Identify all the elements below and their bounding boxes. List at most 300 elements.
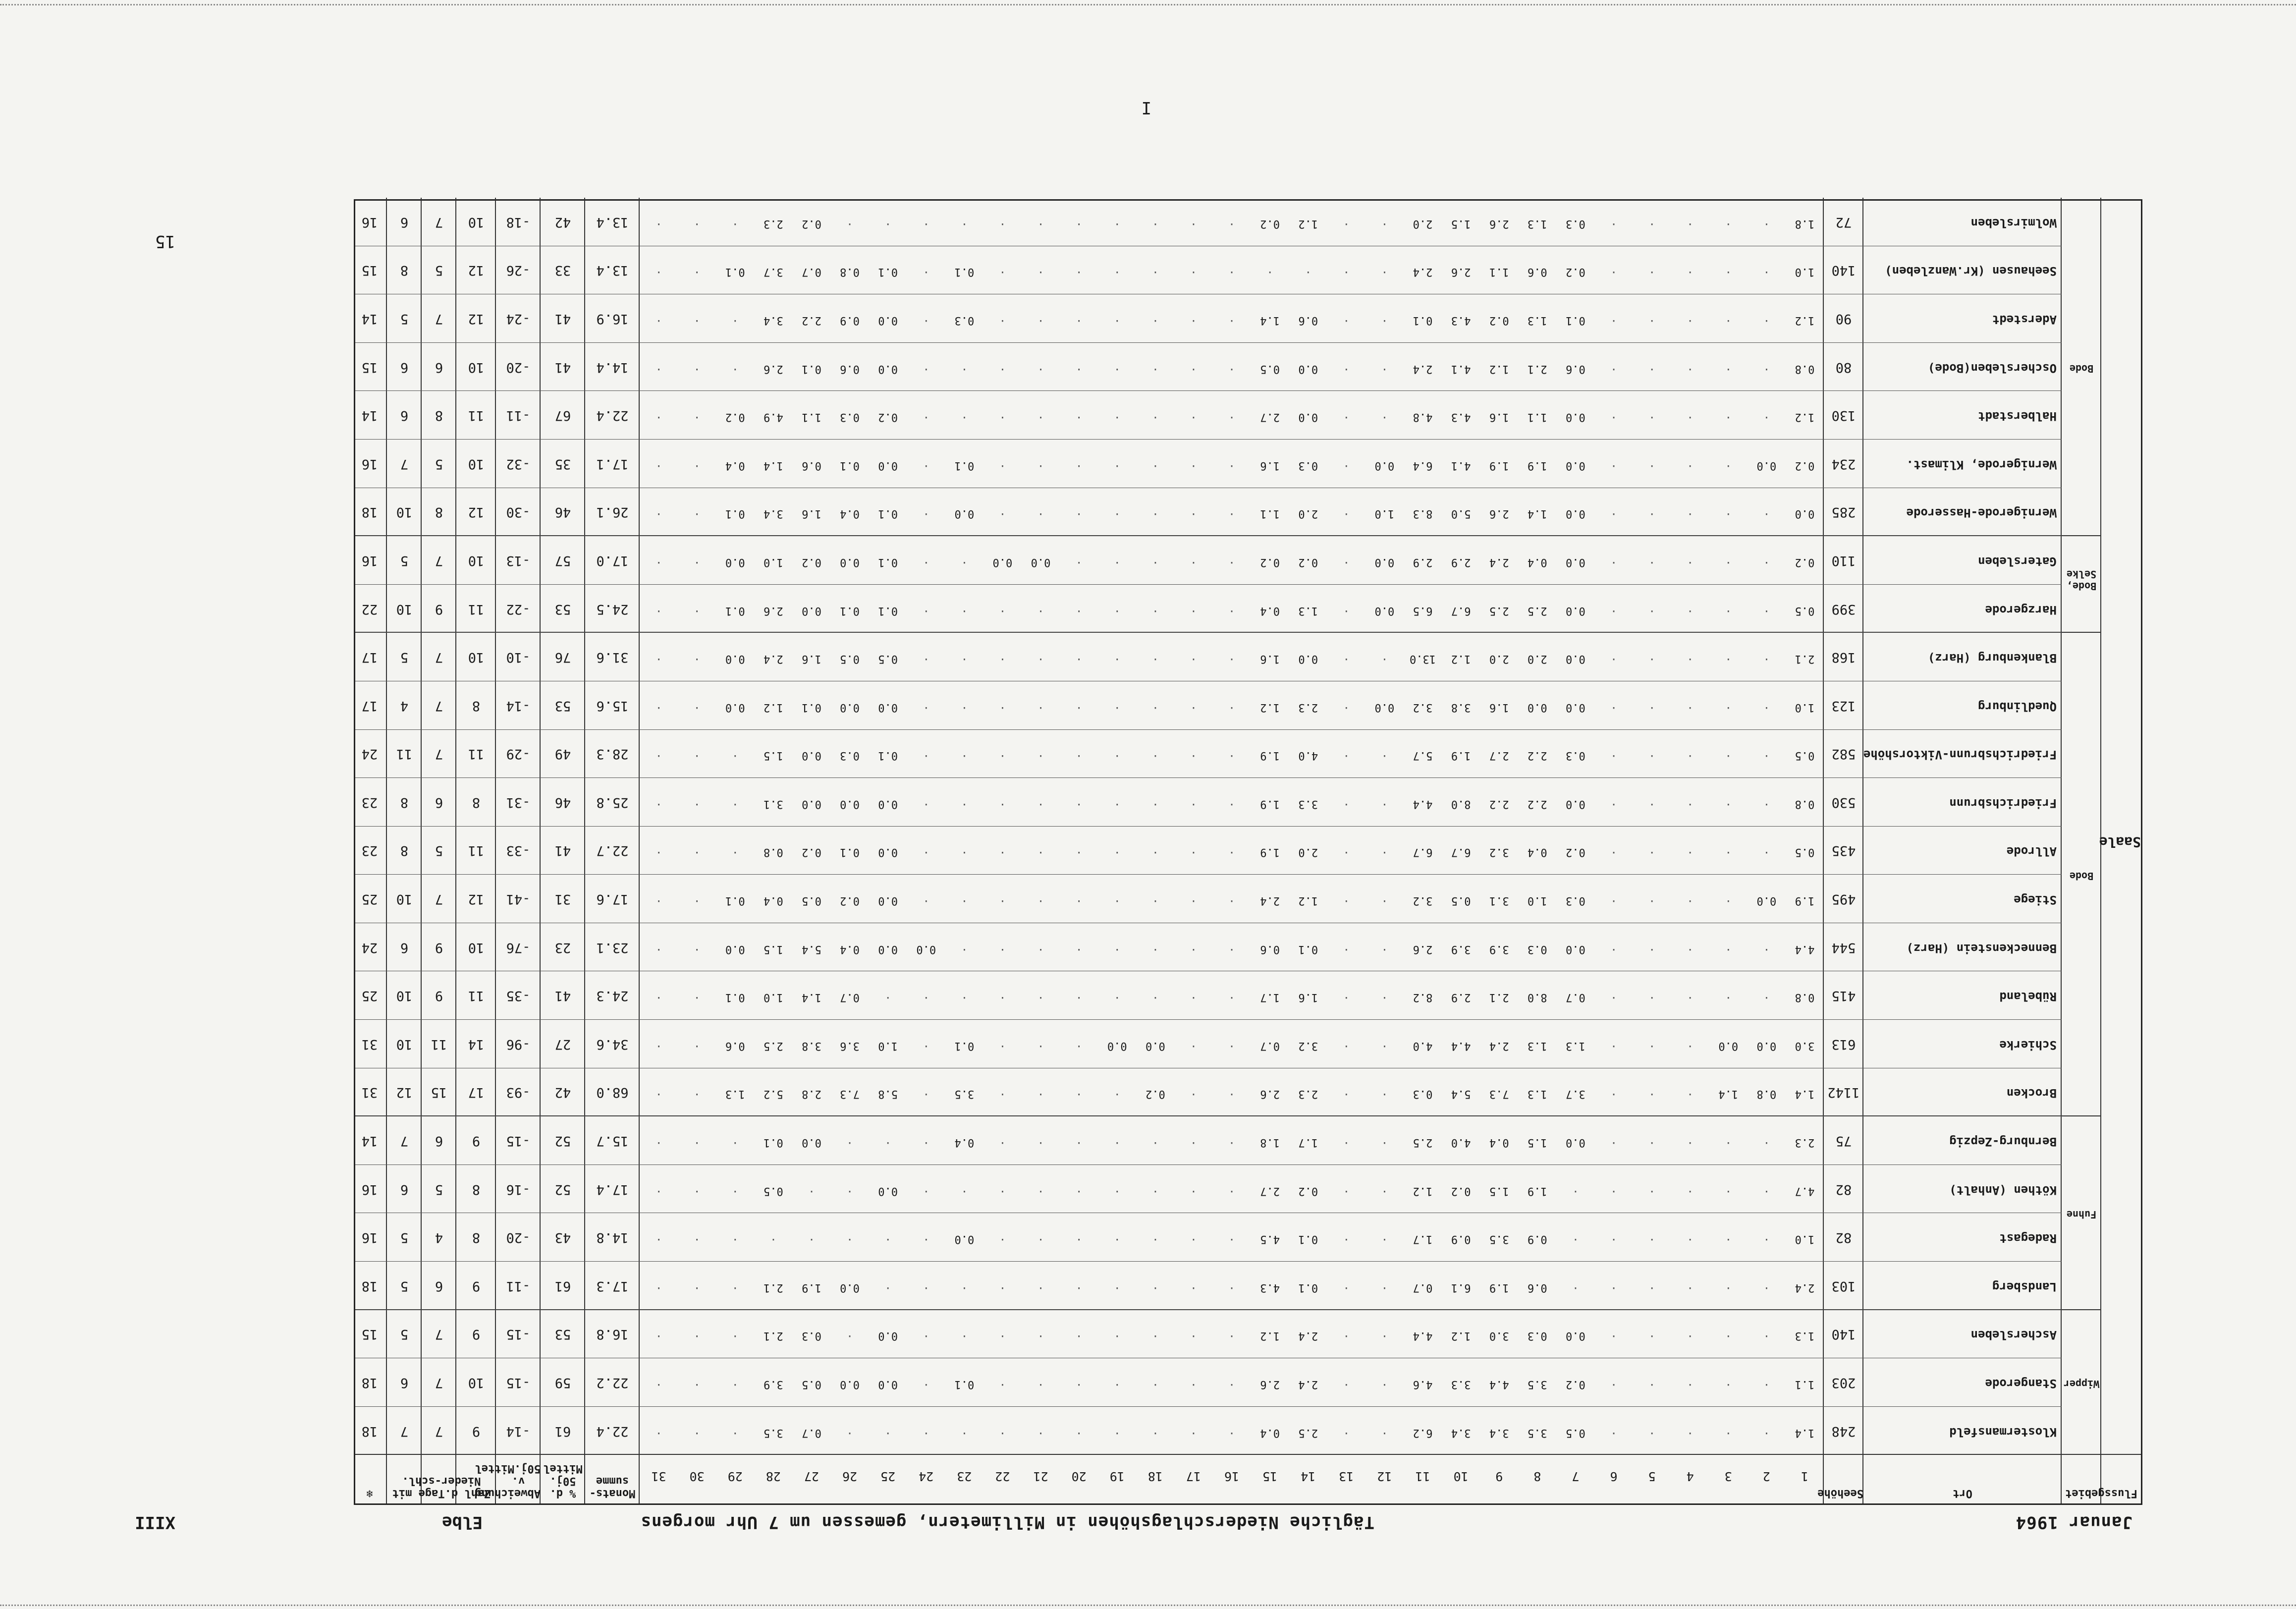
daily-value: 0.0	[840, 797, 860, 810]
daily-value: ·	[1114, 459, 1121, 472]
daily-value: ·	[1114, 1330, 1121, 1342]
daily-value: 4.7	[1795, 1184, 1815, 1197]
daily-value: ·	[1343, 943, 1350, 955]
daily-value: 2.2	[1527, 797, 1547, 810]
daily-value: ·	[1687, 1378, 1694, 1391]
daily-value: ·	[1343, 1426, 1350, 1439]
daily-value: 0.3	[1413, 1088, 1433, 1101]
daily-value: 0.1	[1298, 943, 1318, 955]
daily-value: 0.4	[1527, 555, 1547, 568]
daily-value: 0.1	[954, 1378, 975, 1391]
deviation-from-mean: -76	[506, 940, 531, 955]
daily-value: 0.1	[840, 604, 860, 617]
day-number: 21	[1033, 1469, 1048, 1484]
daily-value: ·	[846, 1233, 853, 1246]
daily-value: 1.2	[1260, 1330, 1280, 1342]
daily-value: ·	[923, 991, 929, 1004]
daily-value: ·	[1687, 1281, 1694, 1294]
daily-value: 1.9	[1489, 1281, 1509, 1294]
row-divider	[355, 826, 2062, 827]
daily-value: 1.2	[1795, 314, 1815, 327]
daily-value: 3.5	[954, 1088, 975, 1101]
station-name: Halberstadt	[1978, 409, 2057, 424]
daily-value: ·	[1190, 749, 1197, 762]
daily-value: 0.0	[1298, 362, 1318, 375]
days-ge-1-snow: 10	[396, 988, 413, 1004]
monthly-sum: 22.4	[596, 1423, 629, 1439]
daily-value: ·	[694, 604, 701, 617]
daily-value: ·	[1725, 1378, 1732, 1391]
daily-value: ·	[1076, 1281, 1083, 1294]
station-name: Schierke	[1999, 1038, 2057, 1052]
percent-of-mean: 46	[554, 504, 571, 520]
daily-value: ·	[1725, 217, 1732, 230]
daily-value: 5.2	[763, 1088, 783, 1101]
daily-value: ·	[1648, 749, 1655, 762]
daily-value: 1.3	[1298, 604, 1318, 617]
daily-value: ·	[1687, 507, 1694, 520]
daily-value: 0.1	[802, 362, 821, 375]
daily-value: ·	[655, 1039, 662, 1052]
daily-value: ·	[655, 653, 662, 666]
daily-value: ·	[1763, 991, 1770, 1004]
snow-days: 16	[361, 456, 378, 472]
daily-value: 1.0	[1527, 894, 1547, 907]
daily-value: 0.4	[840, 943, 860, 955]
daily-value: 0.0	[878, 1330, 898, 1342]
daily-value: 0.1	[725, 894, 745, 907]
daily-value: 1.2	[1451, 1330, 1471, 1342]
daily-value: ·	[1763, 1233, 1770, 1246]
day-number: 14	[1301, 1469, 1316, 1484]
daily-value: 0.0	[1566, 459, 1585, 472]
daily-value: ·	[1190, 894, 1197, 907]
daily-value: ·	[1381, 1088, 1388, 1101]
daily-value: 0.0	[1374, 459, 1395, 472]
days-ge-1: 12	[468, 504, 485, 520]
row-divider	[355, 777, 2062, 778]
daily-value: ·	[1343, 991, 1350, 1004]
daily-value: ·	[1343, 894, 1350, 907]
daily-value: ·	[1763, 411, 1770, 424]
daily-value: 4.9	[763, 411, 783, 424]
daily-value: 0.8	[840, 266, 860, 278]
daily-value: ·	[1648, 411, 1655, 424]
day-number: 2	[1762, 1469, 1770, 1484]
day-number: 29	[727, 1469, 743, 1484]
daily-value: ·	[1725, 1330, 1732, 1342]
daily-value: ·	[694, 797, 701, 810]
daily-value: 4.4	[1413, 797, 1433, 810]
day-number: 11	[1415, 1469, 1430, 1484]
daily-value: 1.0	[763, 555, 783, 568]
daily-value: 0.0	[878, 701, 898, 714]
daily-value: ·	[1763, 604, 1770, 617]
daily-value: 0.6	[725, 1039, 745, 1052]
daily-value: ·	[1610, 943, 1617, 955]
daily-value: ·	[694, 991, 701, 1004]
daily-value: 4.0	[1451, 1136, 1471, 1149]
daily-value: ·	[999, 1426, 1006, 1439]
daily-value: ·	[1343, 1184, 1350, 1197]
daily-value: 0.9	[840, 314, 860, 327]
days-ge-1: 8	[472, 1181, 481, 1197]
days-ge-1-snow: 4	[400, 698, 409, 714]
daily-value: ·	[1114, 1378, 1121, 1391]
days-ge-01: 6	[435, 1278, 443, 1294]
daily-value: ·	[1190, 1233, 1197, 1246]
abweichung-header: Abweichung v. 50j.Mittel	[475, 1462, 541, 1499]
snow-days: 14	[361, 311, 378, 327]
daily-value: ·	[1648, 362, 1655, 375]
daily-value: ·	[1610, 749, 1617, 762]
daily-value: ·	[1152, 411, 1159, 424]
daily-value: ·	[1343, 1039, 1350, 1052]
daily-value: 0.0	[1566, 555, 1585, 568]
daily-value: ·	[961, 1184, 968, 1197]
daily-value: ·	[1190, 653, 1197, 666]
daily-value: 2.5	[763, 1039, 783, 1052]
daily-value: ·	[1725, 362, 1732, 375]
daily-value: ·	[655, 266, 662, 278]
header-divider	[355, 1454, 2141, 1455]
deviation-from-mean: -31	[506, 794, 531, 810]
daily-value: ·	[1114, 1136, 1121, 1149]
daily-value: 0.0	[1566, 1136, 1585, 1149]
daily-value: 0.8	[1795, 991, 1815, 1004]
days-ge-1-snow: 10	[396, 1036, 413, 1052]
daily-value: 4.8	[1413, 411, 1433, 424]
snow-days: 23	[361, 794, 378, 810]
daily-value: ·	[655, 797, 662, 810]
station-name: Friedrichsbrunn-Viktorshöhe	[1863, 748, 2057, 762]
daily-value: ·	[1152, 1281, 1159, 1294]
days-ge-1-snow: 7	[400, 1423, 409, 1439]
daily-value: ·	[808, 1184, 815, 1197]
station-elevation: 168	[1831, 650, 1856, 666]
daily-value: ·	[961, 555, 968, 568]
daily-value: 2.5	[1489, 604, 1509, 617]
station-elevation: 82	[1835, 1230, 1852, 1246]
daily-value: ·	[923, 1426, 929, 1439]
daily-value: ·	[961, 797, 968, 810]
day-number: 24	[919, 1469, 934, 1484]
daily-value: ·	[1228, 604, 1235, 617]
daily-value: ·	[655, 1233, 662, 1246]
daily-value: 1.0	[1795, 266, 1815, 278]
station-elevation: 1142	[1827, 1085, 1860, 1101]
zahl-header: Zahl d.Tage mit Nieder-schl.	[392, 1475, 491, 1499]
daily-value: 0.1	[1566, 314, 1585, 327]
daily-value: ·	[1152, 1330, 1159, 1342]
monthly-sum: 13.4	[596, 214, 629, 230]
monthly-sum: 17.6	[596, 891, 629, 907]
days-ge-01: 6	[435, 359, 443, 375]
daily-value: ·	[1763, 555, 1770, 568]
daily-value: 2.1	[763, 1281, 783, 1294]
daily-value: ·	[1687, 1426, 1694, 1439]
monthly-sum: 17.1	[596, 456, 629, 472]
daily-value: ·	[961, 217, 968, 230]
days-ge-1: 8	[472, 1230, 481, 1246]
daily-value: 0.0	[802, 1136, 821, 1149]
daily-value: ·	[1725, 314, 1732, 327]
daily-value: ·	[1725, 266, 1732, 278]
daily-value: ·	[1381, 1233, 1388, 1246]
daily-value: ·	[846, 1426, 853, 1439]
deviation-from-mean: -29	[506, 746, 531, 762]
daily-value: 4.4	[1489, 1378, 1509, 1391]
days-ge-1-snow: 12	[396, 1085, 413, 1101]
daily-value: 0.4	[954, 1136, 975, 1149]
daily-value: ·	[1725, 1136, 1732, 1149]
daily-value: ·	[1037, 1281, 1044, 1294]
day-number: 19	[1109, 1469, 1125, 1484]
days-ge-01: 7	[435, 553, 443, 568]
daily-value: ·	[1037, 1378, 1044, 1391]
daily-value: ·	[999, 1330, 1006, 1342]
daily-value: ·	[1687, 1184, 1694, 1197]
daily-value: ·	[1610, 1039, 1617, 1052]
station-elevation: 544	[1831, 940, 1856, 955]
monthly-sum: 24.3	[596, 988, 629, 1004]
station-elevation: 248	[1831, 1423, 1856, 1439]
daily-value: 1.2	[1489, 362, 1509, 375]
daily-value: 1.5	[1527, 1136, 1547, 1149]
days-ge-1-snow: 8	[400, 843, 409, 859]
deviation-from-mean: -32	[506, 456, 531, 472]
daily-value: 0.0	[840, 1378, 860, 1391]
daily-value: 0.1	[878, 749, 898, 762]
daily-value: 0.6	[1566, 362, 1585, 375]
daily-value: ·	[1114, 1088, 1121, 1101]
daily-value: 7.3	[840, 1088, 860, 1101]
daily-value: ·	[923, 749, 929, 762]
daily-value: 3.1	[1489, 894, 1509, 907]
daily-value: ·	[1076, 797, 1083, 810]
daily-value: ·	[1037, 1233, 1044, 1246]
day-number: 30	[689, 1469, 705, 1484]
day-number: 4	[1686, 1469, 1694, 1484]
days-ge-1: 10	[468, 940, 485, 955]
daily-value: 8.3	[1413, 507, 1433, 520]
daily-value: 3.5	[763, 1426, 783, 1439]
daily-value: ·	[1687, 604, 1694, 617]
daily-value: ·	[1076, 411, 1083, 424]
daily-value: 1.9	[1489, 459, 1509, 472]
day-number: 1	[1801, 1469, 1808, 1484]
daily-value: 0.5	[1566, 1426, 1585, 1439]
daily-value: ·	[655, 846, 662, 859]
daily-value: ·	[655, 749, 662, 762]
row-divider	[355, 584, 2062, 585]
daily-value: ·	[1648, 507, 1655, 520]
daily-value: 0.0	[878, 1378, 898, 1391]
monthly-sum: 14.4	[596, 359, 629, 375]
days-ge-1: 11	[468, 601, 485, 617]
daily-value: ·	[1763, 846, 1770, 859]
daily-value: ·	[655, 1378, 662, 1391]
daily-value: 0.0	[878, 362, 898, 375]
days-ge-1-snow: 8	[400, 263, 409, 278]
daily-value: 0.4	[1260, 604, 1280, 617]
daily-value: ·	[1152, 604, 1159, 617]
daily-value: ·	[1648, 1330, 1655, 1342]
days-ge-1: 12	[468, 263, 485, 278]
daily-value: 0.0	[1145, 1039, 1165, 1052]
daily-value: ·	[1648, 604, 1655, 617]
daily-value: 2.8	[802, 1088, 821, 1101]
daily-value: ·	[1076, 701, 1083, 714]
daily-value: 1.0	[1374, 507, 1395, 520]
daily-value: ·	[694, 314, 701, 327]
monthly-sum: 15.7	[596, 1133, 629, 1149]
daily-value: 1.2	[1260, 701, 1280, 714]
daily-value: ·	[923, 1184, 929, 1197]
daily-value: 0.1	[763, 1136, 783, 1149]
daily-value: ·	[1190, 1184, 1197, 1197]
daily-value: 2.4	[763, 653, 783, 666]
days-ge-1: 11	[468, 843, 485, 859]
station-elevation: 140	[1831, 1327, 1856, 1342]
daily-value: ·	[1725, 797, 1732, 810]
daily-value: ·	[1037, 314, 1044, 327]
daily-value: ·	[1228, 894, 1235, 907]
daily-value: ·	[694, 362, 701, 375]
day-number: 22	[995, 1469, 1010, 1484]
daily-value: ·	[1114, 411, 1121, 424]
daily-value: ·	[1190, 314, 1197, 327]
day-number: 16	[1224, 1469, 1240, 1484]
days-ge-1-snow: 5	[400, 1327, 409, 1342]
days-ge-01: 5	[435, 1181, 443, 1197]
days-ge-1: 12	[468, 891, 485, 907]
daily-value: 2.0	[1489, 653, 1509, 666]
daily-value: 0.0	[992, 555, 1013, 568]
daily-value: ·	[1037, 1330, 1044, 1342]
daily-value: ·	[1610, 555, 1617, 568]
daily-value: 2.7	[1260, 411, 1280, 424]
daily-value: ·	[1190, 1330, 1197, 1342]
monthly-sum: 22.7	[596, 843, 629, 859]
daily-value: 0.8	[1756, 1088, 1777, 1101]
percent-of-mean: 41	[554, 988, 571, 1004]
daily-value: ·	[1648, 555, 1655, 568]
daily-value: ·	[1037, 1184, 1044, 1197]
daily-value: ·	[694, 894, 701, 907]
daily-value: ·	[1228, 1426, 1235, 1439]
daily-value: ·	[1228, 1088, 1235, 1101]
station-name: Gatersleben	[1978, 554, 2057, 568]
daily-value: ·	[1152, 943, 1159, 955]
daily-value: 2.0	[1527, 653, 1547, 666]
station-elevation: 110	[1831, 553, 1856, 568]
daily-value: ·	[1152, 1426, 1159, 1439]
daily-value: ·	[1610, 653, 1617, 666]
daily-value: 0.6	[1527, 266, 1547, 278]
daily-value: ·	[1610, 362, 1617, 375]
day-number: 9	[1495, 1469, 1503, 1484]
daily-value: ·	[1572, 1233, 1579, 1246]
daily-value: 0.6	[1527, 1281, 1547, 1294]
daily-value: ·	[999, 1088, 1006, 1101]
day-number: 23	[957, 1469, 972, 1484]
daily-value: ·	[1381, 1281, 1388, 1294]
daily-value: 4.4	[1413, 1330, 1433, 1342]
ort-header: Ort	[1953, 1487, 1972, 1499]
daily-value: ·	[1343, 701, 1350, 714]
snow-days: 15	[361, 263, 378, 278]
day-number: 5	[1648, 1469, 1656, 1484]
daily-value: 3.2	[1413, 701, 1433, 714]
station-name: Radegast	[1999, 1231, 2057, 1246]
daily-value: ·	[1763, 749, 1770, 762]
daily-value: ·	[1190, 1426, 1197, 1439]
column-divider	[2100, 198, 2101, 1503]
daily-value: ·	[1037, 701, 1044, 714]
daily-value: ·	[732, 1136, 739, 1149]
daily-value: 2.4	[1413, 362, 1433, 375]
daily-value: ·	[1763, 701, 1770, 714]
daily-value: 0.2	[1566, 1378, 1585, 1391]
daily-value: ·	[694, 749, 701, 762]
daily-value: ·	[1610, 1378, 1617, 1391]
daily-value: ·	[1228, 1233, 1235, 1246]
daily-value: ·	[1152, 1233, 1159, 1246]
daily-value: 0.0	[1756, 894, 1777, 907]
daily-value: ·	[961, 411, 968, 424]
daily-value: ·	[1648, 797, 1655, 810]
daily-value: 0.7	[802, 266, 821, 278]
daily-value: 0.7	[1260, 1039, 1280, 1052]
daily-value: ·	[694, 459, 701, 472]
daily-value: ·	[1190, 1088, 1197, 1101]
daily-value: 0.5	[1795, 604, 1815, 617]
daily-value: 3.8	[802, 1039, 821, 1052]
daily-value: ·	[694, 653, 701, 666]
daily-value: 0.0	[1756, 459, 1777, 472]
daily-value: 8.2	[1413, 991, 1433, 1004]
daily-value: 1.2	[1795, 411, 1815, 424]
daily-value: ·	[1228, 314, 1235, 327]
days-ge-1: 10	[468, 214, 485, 230]
daily-value: 2.6	[1413, 943, 1433, 955]
daily-value: ·	[1228, 362, 1235, 375]
daily-value: ·	[1343, 1378, 1350, 1391]
daily-value: ·	[961, 846, 968, 859]
station-name: Rübeland	[1999, 990, 2057, 1004]
monthly-sum: 22.2	[596, 1375, 629, 1391]
row-divider	[355, 390, 2062, 391]
daily-value: 1.3	[1795, 1330, 1815, 1342]
daily-value: ·	[1076, 1378, 1083, 1391]
daily-value: ·	[923, 555, 929, 568]
daily-value: ·	[1152, 217, 1159, 230]
daily-value: 1.1	[1795, 1378, 1815, 1391]
daily-value: ·	[923, 604, 929, 617]
daily-value: ·	[694, 217, 701, 230]
days-ge-1-snow: 6	[400, 214, 409, 230]
daily-value: 1.6	[802, 507, 821, 520]
daily-value: 0.0	[840, 555, 860, 568]
daily-value: ·	[655, 991, 662, 1004]
station-elevation: 234	[1831, 456, 1856, 472]
daily-value: ·	[884, 1136, 891, 1149]
deviation-from-mean: -20	[506, 1230, 531, 1246]
daily-value: ·	[1114, 1184, 1121, 1197]
deviation-from-mean: -15	[506, 1133, 531, 1149]
daily-value: 0.2	[1451, 1184, 1471, 1197]
